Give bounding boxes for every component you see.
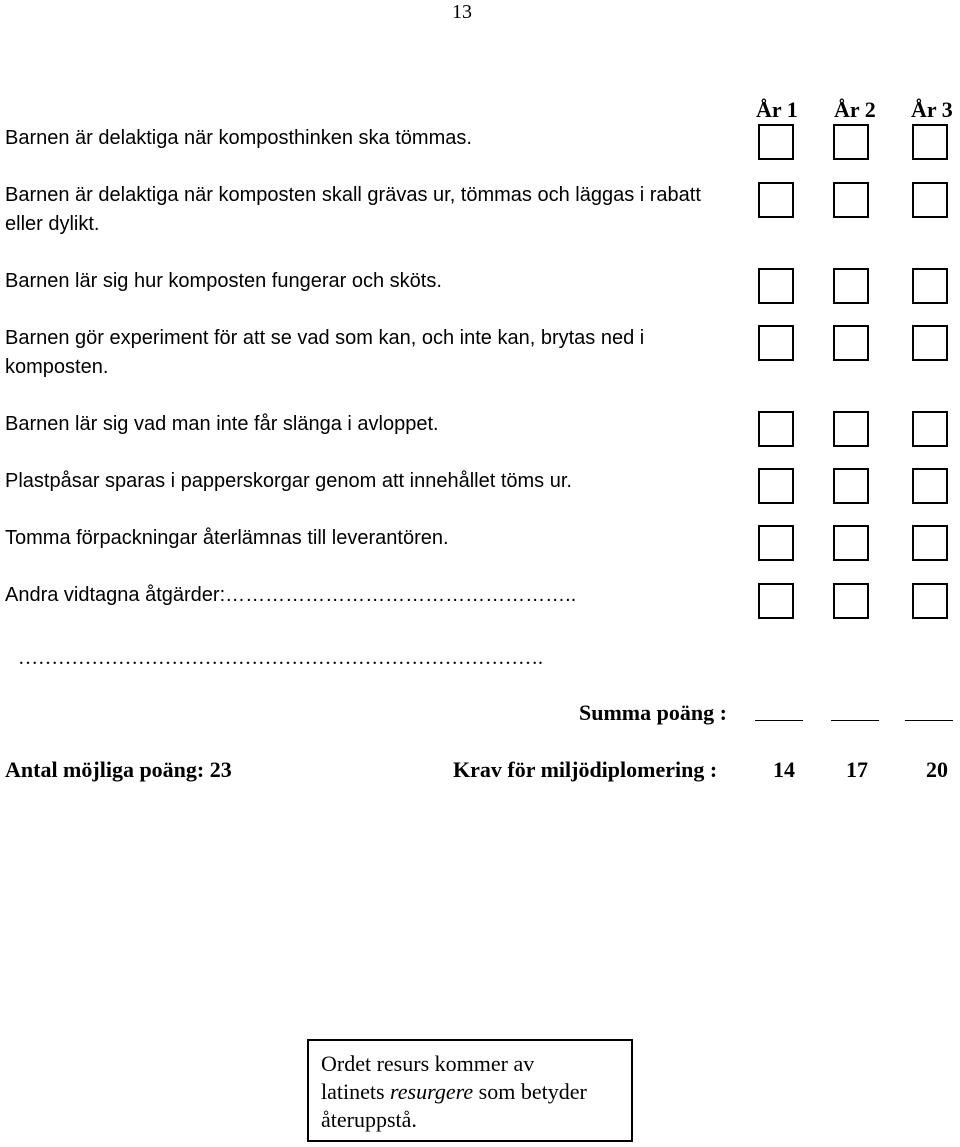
page-number: 13 xyxy=(452,1,472,23)
resurs-note-box xyxy=(307,1039,633,1142)
requirement-year1: 14 xyxy=(773,757,795,782)
year-3-header: År 3 xyxy=(911,97,953,122)
note-line-2 xyxy=(321,1078,619,1106)
checklist-item-compost-experiment: Barnen gör experiment för att se vad som kan, och inte kan, brytas ned i komposten. xyxy=(5,327,645,378)
checkbox-row6-year3[interactable] xyxy=(912,468,948,504)
krav-miljodiplomering-label: Krav för miljödiplomering : xyxy=(453,757,718,782)
score-blank-year1[interactable] xyxy=(755,720,803,721)
checkbox-row3-year2[interactable] xyxy=(833,268,869,304)
checkbox-row8-year2[interactable] xyxy=(833,583,869,619)
checkbox-row8-year1[interactable] xyxy=(758,583,794,619)
checkbox-row1-year3[interactable] xyxy=(912,124,948,160)
checkbox-row4-year3[interactable] xyxy=(912,325,948,361)
checklist-item-plastic-bags: Plastpåsar sparas i papperskorgar genom att innehållet töms ur. xyxy=(5,470,572,492)
checkbox-row4-year1[interactable] xyxy=(758,325,794,361)
checkbox-row2-year1[interactable] xyxy=(758,182,794,218)
score-blank-year2[interactable] xyxy=(831,720,879,721)
note-latin-word: resurgere xyxy=(390,1079,474,1104)
checklist-item-other-measures: Andra vidtagna åtgärder:…………………………………………….. xyxy=(5,584,577,606)
checklist-item-packaging: Tomma förpackningar återlämnas till leverantören. xyxy=(5,527,449,549)
checkbox-row3-year3[interactable] xyxy=(912,268,948,304)
note-line-2-suffix: som betyder xyxy=(473,1079,587,1104)
summa-poang-label: Summa poäng : xyxy=(579,700,727,725)
checkbox-row2-year2[interactable] xyxy=(833,182,869,218)
checkbox-row8-year3[interactable] xyxy=(912,583,948,619)
checkbox-row6-year2[interactable] xyxy=(833,468,869,504)
requirement-year3: 20 xyxy=(926,757,948,782)
checkbox-row2-year3[interactable] xyxy=(912,182,948,218)
checkbox-row7-year2[interactable] xyxy=(833,525,869,561)
checkbox-row7-year3[interactable] xyxy=(912,525,948,561)
checkbox-row6-year1[interactable] xyxy=(758,468,794,504)
note-line-3: återuppstå. xyxy=(321,1107,417,1132)
note-line-1: Ordet resurs kommer av xyxy=(321,1051,535,1076)
checklist-item-compost-bin: Barnen är delaktiga när komposthinken ska tömmas. xyxy=(5,127,472,149)
checkbox-row1-year2[interactable] xyxy=(833,124,869,160)
checkbox-row5-year2[interactable] xyxy=(833,411,869,447)
other-measures-continuation: ……………………………………………………………………. xyxy=(18,647,543,669)
checklist-item-compost-learning: Barnen lär sig hur komposten fungerar och sköts. xyxy=(5,270,442,292)
checklist-item-compost-emptying: Barnen är delaktiga när komposten skall grävas ur, tömmas och läggas i rabatt eller dylikt. xyxy=(5,184,701,235)
score-blank-year3[interactable] xyxy=(905,720,953,721)
note-line-2-prefix: latinets xyxy=(321,1079,391,1104)
checkbox-row3-year1[interactable] xyxy=(758,268,794,304)
checkbox-row5-year1[interactable] xyxy=(758,411,794,447)
year-2-header: År 2 xyxy=(834,97,876,122)
requirement-year2: 17 xyxy=(846,757,868,782)
year-1-header: År 1 xyxy=(756,97,798,122)
checkbox-row1-year1[interactable] xyxy=(758,124,794,160)
checkbox-row5-year3[interactable] xyxy=(912,411,948,447)
checkbox-row4-year2[interactable] xyxy=(833,325,869,361)
checklist-item-drain: Barnen lär sig vad man inte får slänga i avloppet. xyxy=(5,413,439,435)
checkbox-row7-year1[interactable] xyxy=(758,525,794,561)
antal-mojliga-poang: Antal möjliga poäng: 23 xyxy=(5,757,232,782)
